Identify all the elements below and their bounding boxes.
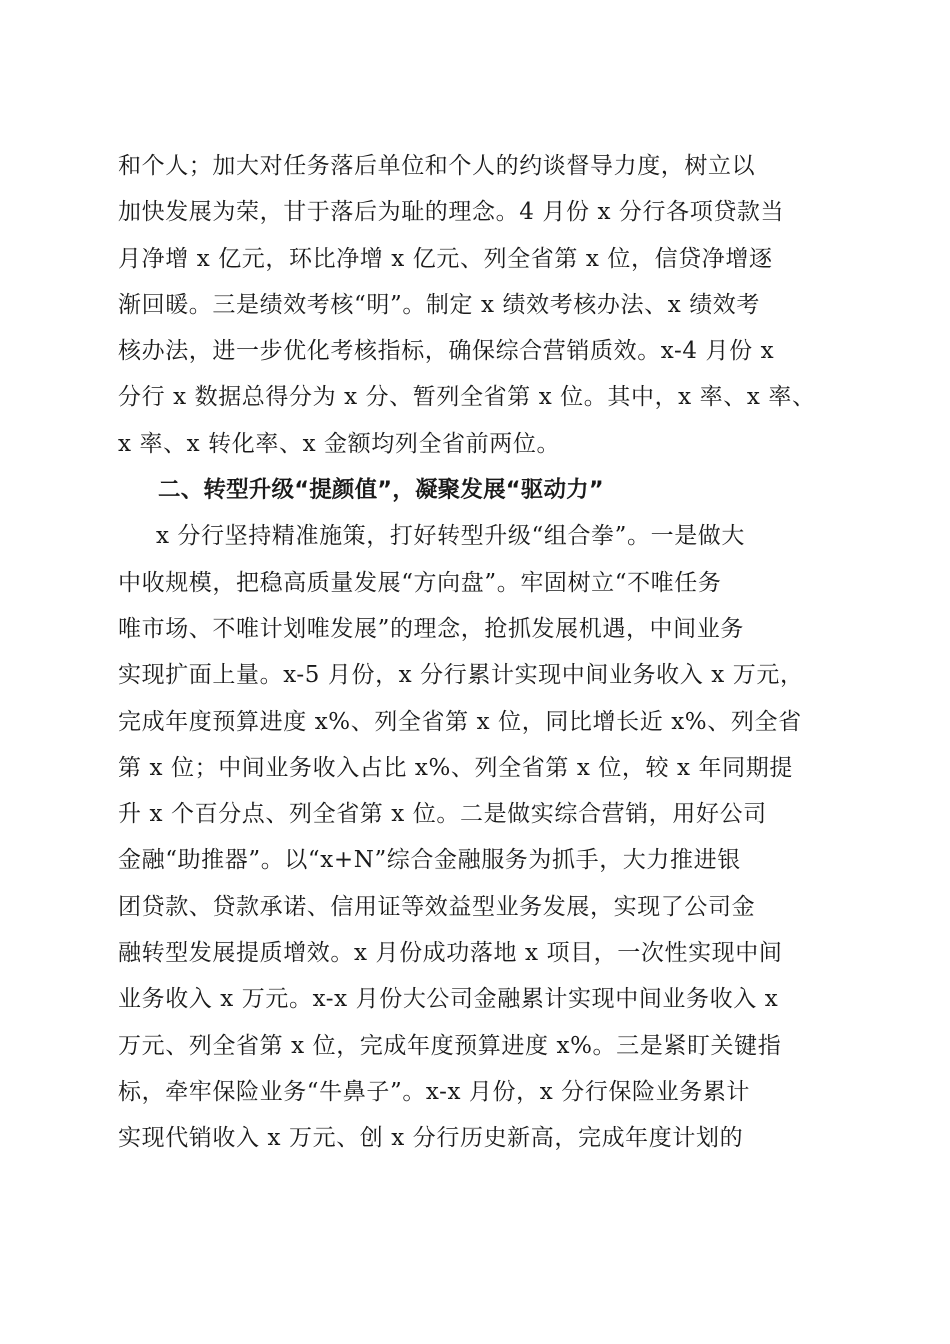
paragraph-line: 完成年度预算进度 x%、列全省第 x 位，同比增长近 x%、列全省 (118, 708, 802, 735)
paragraph-line: 渐回暖。三是绩效考核“明”。制定 x 绩效考核办法、x 绩效考 (118, 291, 760, 318)
paragraph-line: 和个人；加大对任务落后单位和个人的约谈督导力度，树立以 (118, 153, 756, 179)
paragraph-line: x 分行坚持精准施策，打好转型升级“组合拳”。一是做大 (156, 523, 745, 550)
paragraph-line: 分行 x 数据总得分为 x 分、暂列全省第 x 位。其中，x 率、x 率、 (118, 384, 816, 411)
paragraph-line: 实现代销收入 x 万元、创 x 分行历史新高，完成年度计划的 (118, 1125, 744, 1152)
paragraph-line: 加快发展为荣，甘于落后为耻的理念。4 月份 x 分行各项贷款当 (118, 199, 785, 226)
paragraph-line: 金融“助推器”。以“x+N”综合金融服务为抓手，大力推进银 (118, 847, 741, 874)
section-heading: 二、转型升级“提颜值”，凝聚发展“驱动力” (158, 477, 604, 504)
paragraph-line: 中收规模，把稳高质量发展“方向盘”。牢固树立“不唯任务 (118, 569, 722, 596)
paragraph-line: 核办法，进一步优化考核指标，确保综合营销质效。x-4 月份 x (118, 338, 775, 365)
paragraph-line: 万元、列全省第 x 位，完成年度预算进度 x%。三是紧盯关键指 (118, 1032, 782, 1059)
paragraph-line: 第 x 位；中间业务收入占比 x%、列全省第 x 位，较 x 年同期提 (118, 754, 793, 781)
paragraph-line: 月净增 x 亿元，环比净增 x 亿元、列全省第 x 位，信贷净增逐 (118, 245, 773, 272)
paragraph-line: 唯市场、不唯计划唯发展”的理念，抢抓发展机遇，中间业务 (118, 615, 744, 642)
body-text (118, 143, 842, 1162)
paragraph-line: 团贷款、贷款承诺、信用证等效益型业务发展，实现了公司金 (118, 893, 756, 920)
paragraph-line: 标，牵牢保险业务“牛鼻子”。x-x 月份，x 分行保险业务累计 (118, 1078, 751, 1105)
paragraph-line: 融转型发展提质增效。x 月份成功落地 x 项目，一次性实现中间 (118, 940, 783, 967)
paragraph-line: 业务收入 x 万元。x-x 月份大公司金融累计实现中间业务收入 x (118, 986, 779, 1013)
paragraph-line: 实现扩面上量。x-5 月份，x 分行累计实现中间业务收入 x 万元， (118, 662, 804, 689)
paragraph-line: x 率、x 转化率、x 金额均列全省前两位。 (118, 430, 561, 457)
paragraph-line: 升 x 个百分点、列全省第 x 位。二是做实综合营销，用好公司 (118, 801, 767, 828)
